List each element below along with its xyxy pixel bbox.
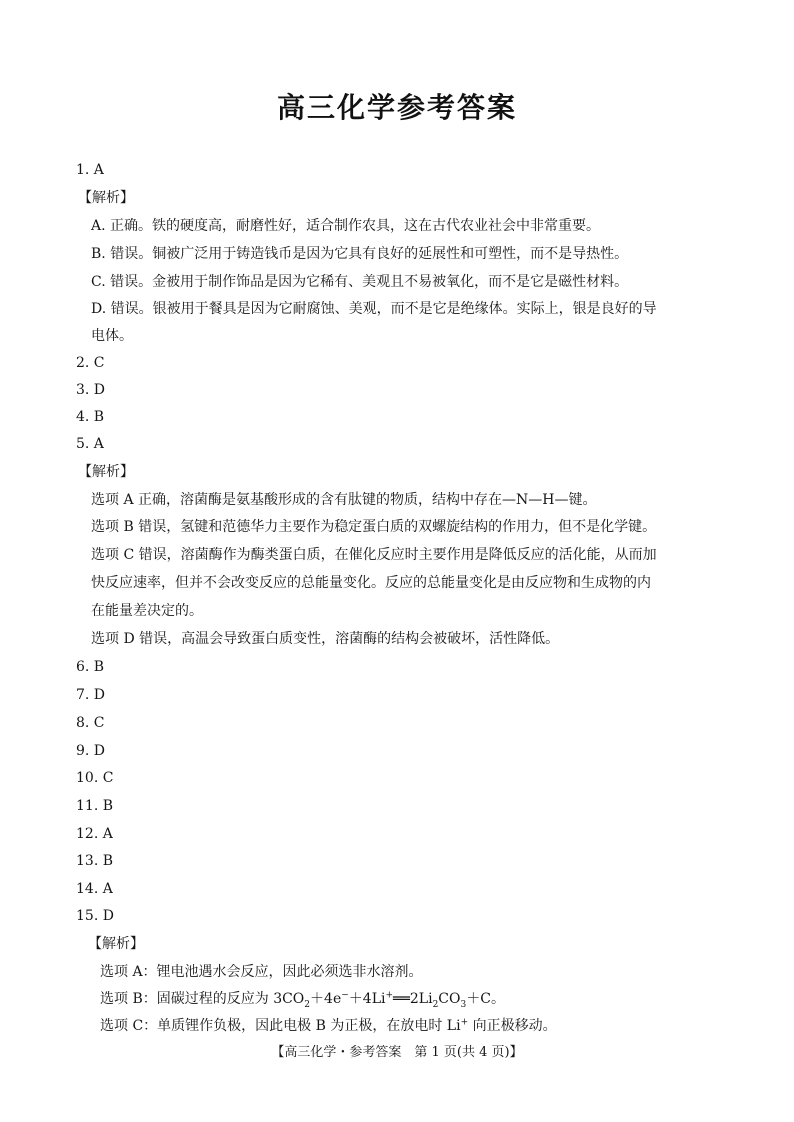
answer-8: 8. C [76, 715, 105, 731]
answer-14: 14. A [76, 881, 113, 897]
answer-7: 7. D [76, 687, 106, 703]
q5-explanation-c-cont2: 在能量差决定的。 [91, 603, 203, 619]
q5-explanation-a: 选项 A 正确，溶菌酶是氨基酸形成的含有肽键的物质，结构中存在—N—H—键。 [91, 492, 597, 508]
q1-explanation-c: C. 错误。金被用于制作饰品是因为它稀有、美观且不易被氧化，而不是它是磁性材料。 [91, 274, 629, 290]
answer-9: 9. D [76, 743, 106, 759]
page-footer: 【高三化学・参考答案 第 1 页(共 4 页)】 [271, 1045, 523, 1060]
q15-explanation-a: 选项 A：锂电池遇水会反应，因此必须选非水溶剂。 [100, 964, 423, 980]
answer-11: 11. B [76, 798, 114, 814]
answer-10: 10. C [76, 770, 114, 786]
answer-3: 3. D [76, 382, 106, 398]
analysis-label-1: 【解析】 [78, 190, 134, 206]
analysis-label-5: 【解析】 [78, 464, 134, 480]
q15-explanation-b: 选项 B：固碳过程的反应为 $3CO_2+4e^-+4Li^+══2Li_2CO_3+C$。 [100, 990, 505, 1010]
q1-explanation-d: D. 错误。银被用于餐具是因为它耐腐蚀、美观，而不是它是绝缘体。实际上，银是良好的导 [91, 301, 657, 317]
q1-explanation-b: B. 错误。铜被广泛用于铸造钱币是因为它具有良好的延展性和可塑性，而不是导热性。 [91, 246, 629, 262]
answer-4: 4. B [76, 409, 105, 425]
answer-1: 1. A [76, 162, 104, 178]
q5-explanation-d: 选项 D 错误，高温会导致蛋白质变性，溶菌酶的结构会被破坏，活性降低。 [91, 631, 560, 647]
answer-5: 5. A [76, 436, 104, 452]
q1-explanation-a: A. 正确。铁的硬度高，耐磨性好，适合制作农具，这在古代农业社会中非常重要。 [91, 218, 601, 234]
q1-explanation-d-cont: 电体。 [91, 328, 133, 344]
answer-2: 2. C [76, 355, 105, 371]
q5-explanation-b: 选项 B 错误，氢键和范德华力主要作为稳定蛋白质的双螺旋结构的作用力，但不是化学键。 [91, 519, 657, 535]
answer-6: 6. B [76, 659, 105, 675]
q5-explanation-c-cont1: 快反应速率，但并不会改变反应的总能量变化。反应的总能量变化是由反应物和生成物的内 [91, 575, 651, 591]
answer-13: 13. B [76, 853, 114, 869]
answer-15: 15. D [76, 908, 114, 924]
analysis-label-15: 【解析】 [88, 936, 144, 952]
page-title: 高三化学参考答案 [276, 91, 517, 124]
q15-explanation-c: 选项 C：单质锂作负极，因此电极 B 为正极，在放电时 Li+ 向正极移动。 [100, 1017, 557, 1034]
answer-12: 12. A [76, 826, 113, 842]
q5-explanation-c: 选项 C 错误，溶菌酶作为酶类蛋白质，在催化反应时主要作用是降低反应的活化能，从而加 [91, 547, 657, 563]
